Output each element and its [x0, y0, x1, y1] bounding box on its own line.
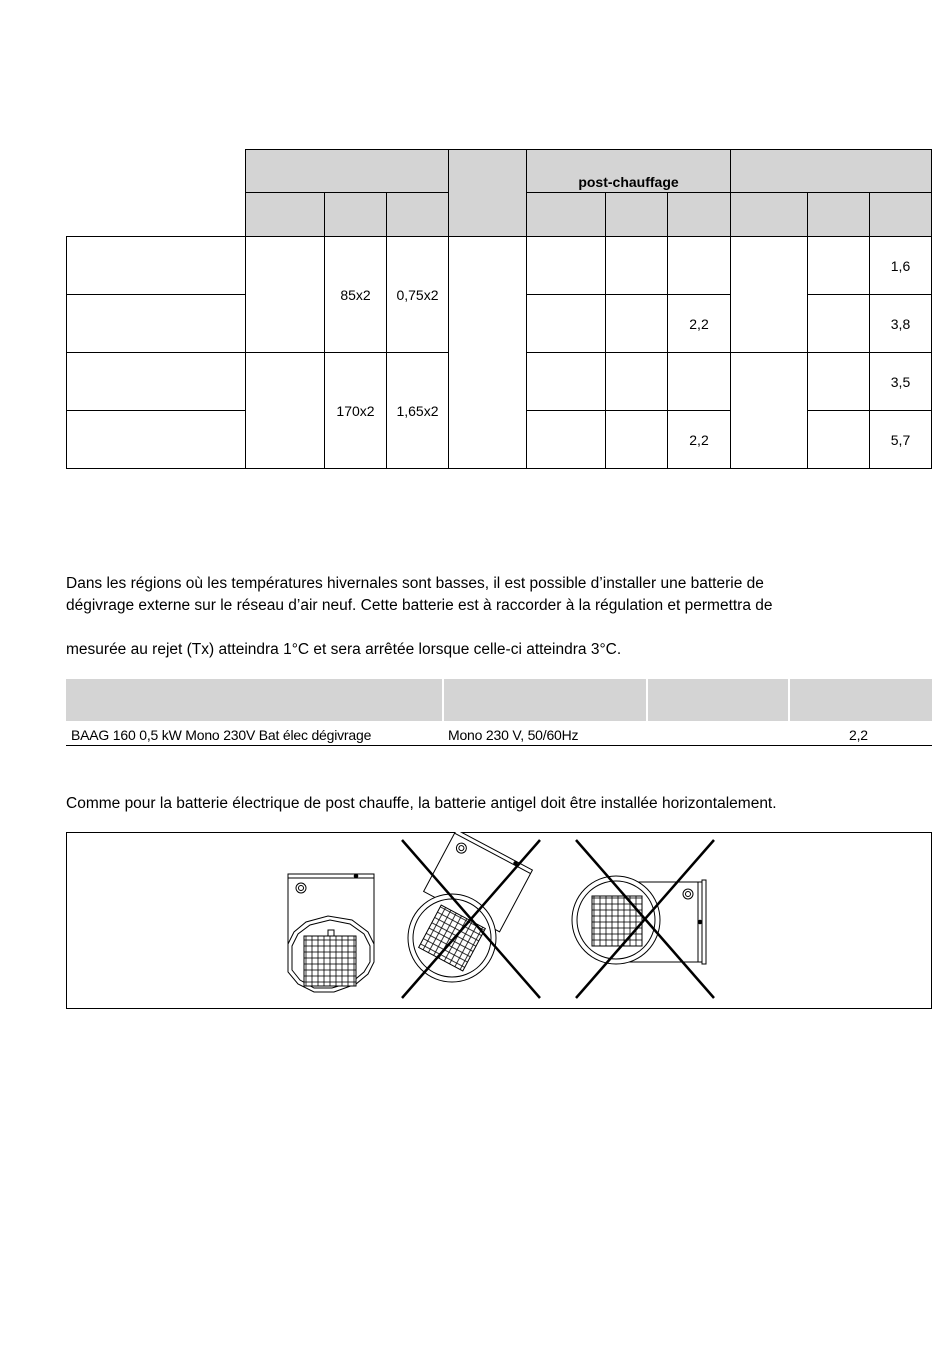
cell-value: 5,7: [890, 431, 911, 448]
r4-post1: [526, 410, 606, 469]
r3-post1: [526, 352, 606, 411]
r3-post3: [667, 352, 731, 411]
r2-post1: [526, 294, 606, 353]
g3-merged-top: [730, 236, 808, 353]
r2-g3c2: [807, 294, 870, 353]
merged-col-body: [448, 236, 527, 469]
r4-post2: [605, 410, 668, 469]
r1-post1: [526, 236, 606, 295]
installation-figure: [66, 832, 932, 1009]
row-label-4: [66, 410, 246, 469]
cell-value: 1,65x2: [396, 402, 439, 419]
cell-value: 85x2: [340, 286, 371, 303]
subheader-1: [245, 192, 325, 237]
table2-header-2: [444, 679, 646, 721]
r1-post3: [667, 236, 731, 295]
r1-post2: [605, 236, 668, 295]
r3-g3c2: [807, 352, 870, 411]
group1-col3: [386, 236, 449, 353]
cell-value: 170x2: [336, 402, 375, 419]
r4-g3c2: [807, 410, 870, 469]
cell-value: 1,6: [890, 257, 911, 274]
table2-supply: Mono 230 V, 50/60Hz: [448, 727, 579, 743]
row-label-2: [66, 294, 246, 353]
cell-value: 3,5: [890, 373, 911, 390]
subheader-9: [869, 192, 932, 237]
post-chauffage-label: post-chauffage: [578, 174, 679, 190]
group1-col1: [245, 236, 325, 353]
paragraph-installation: Comme pour la batterie électrique de post chauffe, la batterie antigel doit être installée horizontalement.: [66, 795, 777, 812]
row-label-1: [66, 236, 246, 295]
group1-col2: [324, 236, 387, 353]
cell-value: 0,75x2: [396, 286, 439, 303]
subheader-7: [730, 192, 808, 237]
paragraph-line: Dans les régions où les températures hivernales sont basses, il est possible d’installer une batterie de: [66, 575, 764, 592]
paragraph-line: mesurée au rejet (Tx) atteindra 1°C et sera arrêtée lorsque celle-ci atteindra 3°C.: [66, 641, 622, 658]
r2-post2: [605, 294, 668, 353]
r3-post2: [605, 352, 668, 411]
table2-header-4: [790, 679, 932, 721]
r1-g3c3: [869, 236, 932, 295]
cell-value: 2,2: [689, 315, 709, 332]
table2-header-3: [648, 679, 788, 721]
r3-g3c3: [869, 352, 932, 411]
group2-col3: [386, 352, 449, 469]
r2-g3c3: [869, 294, 932, 353]
header-group-1: [245, 149, 449, 193]
paragraph-line: dégivrage externe sur le réseau d’air neuf. Cette batterie est à raccorder à la régulation et permettra de: [66, 597, 773, 614]
subheader-2: [324, 192, 387, 237]
heater-correct-icon: [288, 874, 374, 992]
r4-g3c3: [869, 410, 932, 469]
g3-merged-bottom: [730, 352, 808, 469]
heater-tilted-wrong-icon: [402, 832, 540, 998]
subheader-6: [667, 192, 731, 237]
heater-vertical-wrong-icon: [572, 840, 714, 998]
group2-col2: [324, 352, 387, 469]
row-label-3: [66, 352, 246, 411]
header-group-post: [526, 149, 731, 193]
r2-post3: [667, 294, 731, 353]
subheader-4: [526, 192, 606, 237]
group2-col1: [245, 352, 325, 469]
subheader-5: [605, 192, 668, 237]
cell-value: 3,8: [890, 315, 911, 332]
table2-value: 2,2: [849, 727, 868, 743]
table2-bottom-rule: [66, 745, 932, 746]
r4-post3: [667, 410, 731, 469]
cell-value: 2,2: [689, 431, 709, 448]
r1-g3c2: [807, 236, 870, 295]
subheader-3: [386, 192, 449, 237]
table2-header-1: [66, 679, 442, 721]
table2-model: BAAG 160 0,5 kW Mono 230V Bat élec dégivrage: [71, 727, 372, 743]
header-group-3: [730, 149, 932, 193]
subheader-8: [807, 192, 870, 237]
header-merged-col: [448, 149, 527, 237]
